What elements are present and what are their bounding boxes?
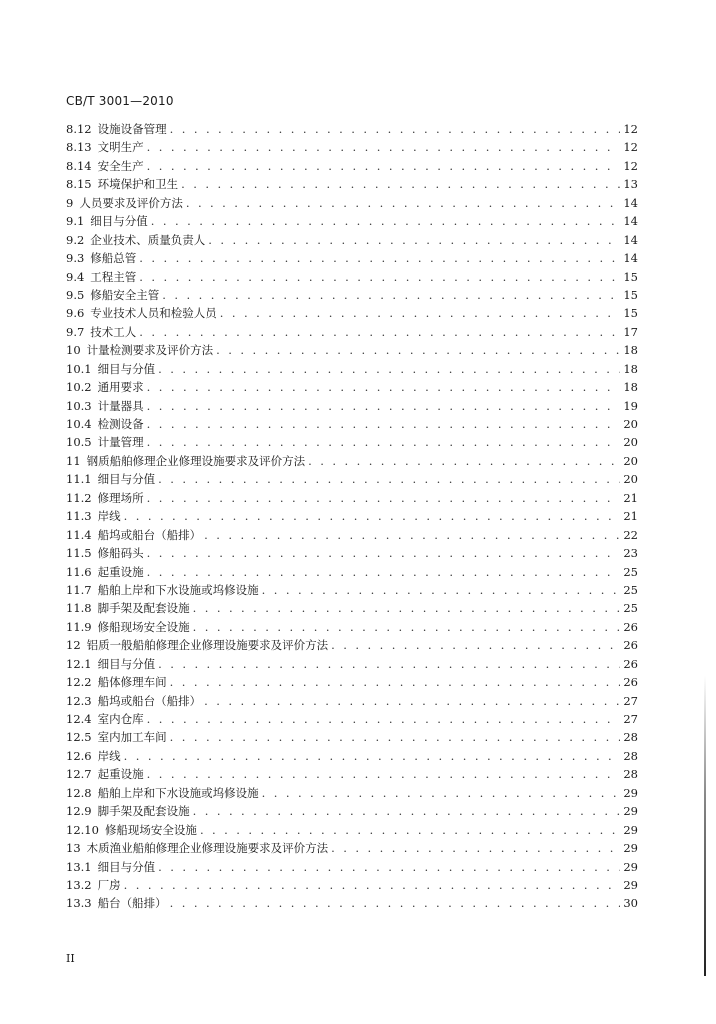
toc-leader-dots xyxy=(262,581,621,599)
toc-entry-page: 28 xyxy=(623,767,638,782)
toc-entry-page: 14 xyxy=(623,232,638,247)
toc-entry[interactable] xyxy=(66,858,638,876)
toc-entry-number: 10.5 xyxy=(66,435,92,450)
toc-entry[interactable] xyxy=(66,286,638,304)
toc-entry-number: 11 xyxy=(66,453,81,468)
toc-entry-number: 9.3 xyxy=(66,251,85,266)
toc-entry[interactable] xyxy=(66,323,638,341)
toc-entry-page: 22 xyxy=(623,527,638,542)
toc-entry-title: 细目与分值 xyxy=(97,361,156,376)
toc-leader-dots xyxy=(193,618,621,636)
toc-leader-dots xyxy=(193,599,621,617)
toc-entry-number: 12.6 xyxy=(66,748,92,763)
toc-entry-number: 11.7 xyxy=(66,582,92,597)
toc-leader-dots xyxy=(147,157,621,175)
toc-leader-dots xyxy=(147,489,621,507)
toc-entry-number: 12 xyxy=(66,638,81,653)
toc-entry-title: 铝质一般船舶修理企业修理设施要求及评价方法 xyxy=(86,638,329,653)
toc-entry[interactable] xyxy=(66,341,638,359)
toc-leader-dots xyxy=(147,138,621,156)
toc-entry-number: 10.3 xyxy=(66,398,92,413)
toc-entry-page: 18 xyxy=(623,343,638,358)
toc-entry-page: 20 xyxy=(623,435,638,450)
toc-entry[interactable] xyxy=(66,581,638,599)
toc-entry-number: 11.2 xyxy=(66,490,92,505)
toc-entry-number: 9.1 xyxy=(66,214,85,229)
toc-entry-number: 12.7 xyxy=(66,767,92,782)
toc-entry-title: 室内加工车间 xyxy=(97,730,167,745)
toc-leader-dots xyxy=(170,894,621,912)
toc-leader-dots xyxy=(331,839,620,857)
toc-entry-page: 12 xyxy=(623,158,638,173)
toc-leader-dots xyxy=(162,286,620,304)
toc-entry-page: 15 xyxy=(623,287,638,302)
toc-entry-title: 环境保护和卫生 xyxy=(97,177,179,192)
toc-entry[interactable] xyxy=(66,728,638,746)
toc-entry[interactable] xyxy=(66,378,638,396)
toc-entry-number: 9.2 xyxy=(66,232,85,247)
toc-entry-title: 起重设施 xyxy=(97,564,144,579)
toc-entry[interactable] xyxy=(66,397,638,415)
toc-entry[interactable] xyxy=(66,212,638,230)
toc-entry-number: 10.1 xyxy=(66,361,92,376)
toc-entry[interactable] xyxy=(66,157,638,175)
toc-entry-page: 20 xyxy=(623,417,638,431)
toc-entry-title: 室内仓库 xyxy=(97,712,144,726)
toc-leader-dots xyxy=(151,212,621,230)
toc-entry-title: 通用要求 xyxy=(97,380,144,395)
toc-leader-dots xyxy=(158,655,620,673)
toc-entry[interactable] xyxy=(66,655,638,673)
toc-entry-page: 29 xyxy=(623,877,638,892)
toc-entry-title: 工程主管 xyxy=(90,269,137,284)
toc-leader-dots xyxy=(204,692,620,710)
toc-entry-number: 11.4 xyxy=(66,527,92,542)
toc-entry-title: 人员要求及评价方法 xyxy=(79,195,183,210)
toc-leader-dots xyxy=(147,544,621,562)
toc-entry-page: 15 xyxy=(623,269,638,284)
toc-leader-dots xyxy=(193,802,621,820)
toc-entry-number: 10.2 xyxy=(66,380,92,395)
toc-entry-page: 12 xyxy=(623,122,638,136)
toc-entry-title: 岸线 xyxy=(97,509,121,524)
toc-entry-title: 船坞或船台（船排） xyxy=(97,527,202,542)
toc-entry-page: 14 xyxy=(623,195,638,210)
toc-entry-number: 11.5 xyxy=(66,546,92,561)
toc-entry-number: 11.6 xyxy=(66,564,92,579)
toc-entry-page: 13 xyxy=(623,177,638,192)
toc-entry-number: 10 xyxy=(66,343,81,358)
toc-entry-number: 9.6 xyxy=(66,306,85,321)
toc-entry-number: 12.8 xyxy=(66,785,92,800)
toc-entry-title: 船体修理车间 xyxy=(97,675,167,690)
toc-entry-title: 起重设施 xyxy=(97,767,144,782)
toc-entry-page: 28 xyxy=(623,730,638,745)
toc-entry[interactable] xyxy=(66,784,638,802)
toc-leader-dots xyxy=(170,728,621,746)
toc-entry[interactable] xyxy=(66,249,638,267)
toc-entry-number: 9.4 xyxy=(66,269,85,284)
toc-leader-dots xyxy=(139,249,620,267)
toc-leader-dots xyxy=(158,858,620,876)
toc-entry-page: 20 xyxy=(623,453,638,468)
toc-entry-page: 25 xyxy=(623,601,638,616)
toc-entry-page: 29 xyxy=(623,785,638,800)
toc-entry-number: 12.9 xyxy=(66,804,92,819)
toc-entry-page: 26 xyxy=(623,656,638,671)
toc-entry-number: 9.7 xyxy=(66,324,85,339)
toc-entry-number: 9.5 xyxy=(66,287,85,302)
toc-entry-title: 岸线 xyxy=(97,748,121,763)
toc-entry[interactable] xyxy=(66,821,638,839)
toc-entry[interactable] xyxy=(66,489,638,507)
toc-entry-title: 厂房 xyxy=(97,877,121,892)
toc-entry-number: 13 xyxy=(66,841,81,856)
toc-leader-dots xyxy=(147,765,621,783)
toc-entry[interactable] xyxy=(66,175,638,193)
toc-entry-number: 12.5 xyxy=(66,730,92,745)
toc-leader-dots xyxy=(170,673,621,691)
toc-entry[interactable] xyxy=(66,692,638,710)
scan-edge-mark xyxy=(704,676,706,976)
toc-entry-title: 木质渔业船舶修理企业修理设施要求及评价方法 xyxy=(86,841,329,856)
toc-leader-dots xyxy=(158,360,620,378)
toc-leader-dots xyxy=(186,194,621,212)
toc-entry[interactable] xyxy=(66,673,638,691)
toc-leader-dots xyxy=(124,876,621,894)
toc-entry-title: 钢质船舶修理企业修理设施要求及评价方法 xyxy=(86,453,306,468)
toc-entry[interactable] xyxy=(66,304,638,322)
toc-leader-dots xyxy=(124,507,621,525)
toc-entry-page: 23 xyxy=(623,546,638,561)
toc-entry-page: 26 xyxy=(623,675,638,690)
toc-entry-page: 20 xyxy=(623,472,638,487)
toc-leader-dots xyxy=(208,231,620,249)
toc-entry-title: 检测设备 xyxy=(97,417,144,431)
toc-entry[interactable] xyxy=(66,599,638,617)
toc-entry[interactable] xyxy=(66,360,638,378)
toc-entry-page: 29 xyxy=(623,822,638,837)
toc-entry-page: 21 xyxy=(623,509,638,524)
toc-entry-page: 18 xyxy=(623,380,638,395)
toc-entry[interactable] xyxy=(66,433,638,451)
toc-entry[interactable] xyxy=(66,563,638,581)
toc-entry-number: 11.1 xyxy=(66,472,92,487)
toc-entry[interactable] xyxy=(66,636,638,654)
page-number-footer: II xyxy=(66,952,75,965)
toc-leader-dots xyxy=(139,268,620,286)
toc-entry-title: 细目与分值 xyxy=(90,214,148,229)
toc-entry[interactable] xyxy=(66,618,638,636)
toc-entry[interactable] xyxy=(66,268,638,286)
toc-entry-title: 修船现场安全设施 xyxy=(97,619,190,634)
toc-entry-title: 船台（船排） xyxy=(97,896,167,911)
toc-leader-dots xyxy=(204,526,620,544)
document-code-header: CB/T 3001—2010 xyxy=(66,94,174,108)
toc-entry-number: 12.4 xyxy=(66,712,92,726)
toc-entry-title: 细目与分值 xyxy=(97,472,156,487)
toc-entry[interactable] xyxy=(66,231,638,249)
toc-entry-page: 25 xyxy=(623,582,638,597)
toc-entry-number: 12.10 xyxy=(66,822,99,837)
toc-entry-number: 8.14 xyxy=(66,158,92,173)
toc-entry-number: 9 xyxy=(66,195,74,210)
toc-entry[interactable] xyxy=(66,544,638,562)
toc-entry-title: 企业技术、质量负责人 xyxy=(90,232,206,247)
toc-entry-number: 13.1 xyxy=(66,859,92,874)
toc-entry-title: 修船安全主管 xyxy=(90,287,160,302)
toc-entry[interactable] xyxy=(66,452,638,470)
toc-entry[interactable] xyxy=(66,470,638,488)
toc-entry[interactable] xyxy=(66,894,638,912)
toc-entry-number: 11.9 xyxy=(66,619,92,634)
toc-entry[interactable] xyxy=(66,876,638,894)
toc-entry[interactable] xyxy=(66,526,638,544)
toc-leader-dots xyxy=(147,415,621,433)
toc-entry-page: 26 xyxy=(623,619,638,634)
toc-entry-title: 脚手架及配套设施 xyxy=(97,601,190,616)
toc-entry-page: 17 xyxy=(623,324,638,339)
toc-entry-page: 14 xyxy=(623,214,638,229)
toc-leader-dots xyxy=(139,323,620,341)
toc-entry-page: 29 xyxy=(623,804,638,819)
toc-entry-page: 30 xyxy=(623,896,638,911)
toc-entry-number: 8.15 xyxy=(66,177,92,192)
toc-entry-number: 12.2 xyxy=(66,675,92,690)
toc-entry-title: 修船总管 xyxy=(90,251,137,266)
toc-entry-title: 修船现场安全设施 xyxy=(104,822,197,837)
toc-entry[interactable] xyxy=(66,120,638,138)
toc-entry-page: 15 xyxy=(623,306,638,321)
toc-entry[interactable] xyxy=(66,765,638,783)
toc-entry-number: 11.8 xyxy=(66,601,92,616)
toc-entry-number: 8.13 xyxy=(66,140,92,155)
toc-entry-title: 设施设备管理 xyxy=(97,122,167,136)
toc-leader-dots xyxy=(124,747,621,765)
toc-entry-title: 船舶上岸和下水设施或坞修设施 xyxy=(97,582,259,597)
toc-leader-dots xyxy=(147,433,621,451)
toc-entry[interactable] xyxy=(66,194,638,212)
toc-entry-page: 28 xyxy=(623,748,638,763)
toc-entry-page: 27 xyxy=(623,712,638,726)
toc-leader-dots xyxy=(220,304,621,322)
toc-entry-page: 26 xyxy=(623,638,638,653)
toc-entry-title: 脚手架及配套设施 xyxy=(97,804,190,819)
toc-leader-dots xyxy=(200,821,620,839)
toc-entry-title: 船坞或船台（船排） xyxy=(97,693,202,708)
toc-entry[interactable] xyxy=(66,507,638,525)
toc-leader-dots xyxy=(308,452,620,470)
toc-entry-title: 修理场所 xyxy=(97,490,144,505)
toc-entry[interactable] xyxy=(66,802,638,820)
table-of-contents xyxy=(66,120,638,913)
toc-leader-dots xyxy=(170,120,621,138)
toc-entry-number: 12.3 xyxy=(66,693,92,708)
toc-entry-title: 船舶上岸和下水设施或坞修设施 xyxy=(97,785,259,800)
toc-entry-number: 12.1 xyxy=(66,656,92,671)
toc-entry-title: 安全生产 xyxy=(97,158,144,173)
toc-entry-title: 计量检测要求及评价方法 xyxy=(86,343,214,358)
toc-leader-dots xyxy=(158,470,620,488)
toc-entry-title: 计量管理 xyxy=(97,435,144,450)
toc-leader-dots xyxy=(331,636,620,654)
toc-leader-dots xyxy=(216,341,620,359)
toc-entry-number: 8.12 xyxy=(66,122,92,136)
toc-entry-title: 细目与分值 xyxy=(97,656,156,671)
toc-entry-page: 29 xyxy=(623,841,638,856)
toc-entry-page: 18 xyxy=(623,361,638,376)
toc-entry[interactable] xyxy=(66,710,638,728)
toc-entry-title: 文明生产 xyxy=(97,140,144,155)
toc-leader-dots xyxy=(181,175,620,193)
toc-leader-dots xyxy=(262,784,621,802)
toc-entry[interactable] xyxy=(66,747,638,765)
toc-entry-page: 25 xyxy=(623,564,638,579)
toc-entry-page: 27 xyxy=(623,693,638,708)
toc-leader-dots xyxy=(147,378,621,396)
toc-entry-title: 细目与分值 xyxy=(97,859,156,874)
toc-entry[interactable] xyxy=(66,839,638,857)
toc-entry-number: 13.3 xyxy=(66,896,92,911)
toc-entry-number: 10.4 xyxy=(66,417,92,431)
toc-entry-page: 19 xyxy=(623,398,638,413)
toc-entry[interactable] xyxy=(66,138,638,156)
toc-leader-dots xyxy=(147,710,621,728)
toc-entry[interactable] xyxy=(66,415,638,433)
toc-entry-title: 专业技术人员和检验人员 xyxy=(90,306,217,321)
toc-entry-page: 21 xyxy=(623,490,638,505)
toc-entry-page: 14 xyxy=(623,251,638,266)
toc-entry-number: 13.2 xyxy=(66,877,92,892)
toc-leader-dots xyxy=(147,397,621,415)
toc-entry-title: 计量器具 xyxy=(97,398,144,413)
toc-entry-title: 修船码头 xyxy=(97,546,144,561)
toc-entry-number: 11.3 xyxy=(66,509,92,524)
toc-entry-title: 技术工人 xyxy=(90,324,137,339)
toc-leader-dots xyxy=(147,563,621,581)
toc-entry-page: 29 xyxy=(623,859,638,874)
toc-entry-page: 12 xyxy=(623,140,638,155)
